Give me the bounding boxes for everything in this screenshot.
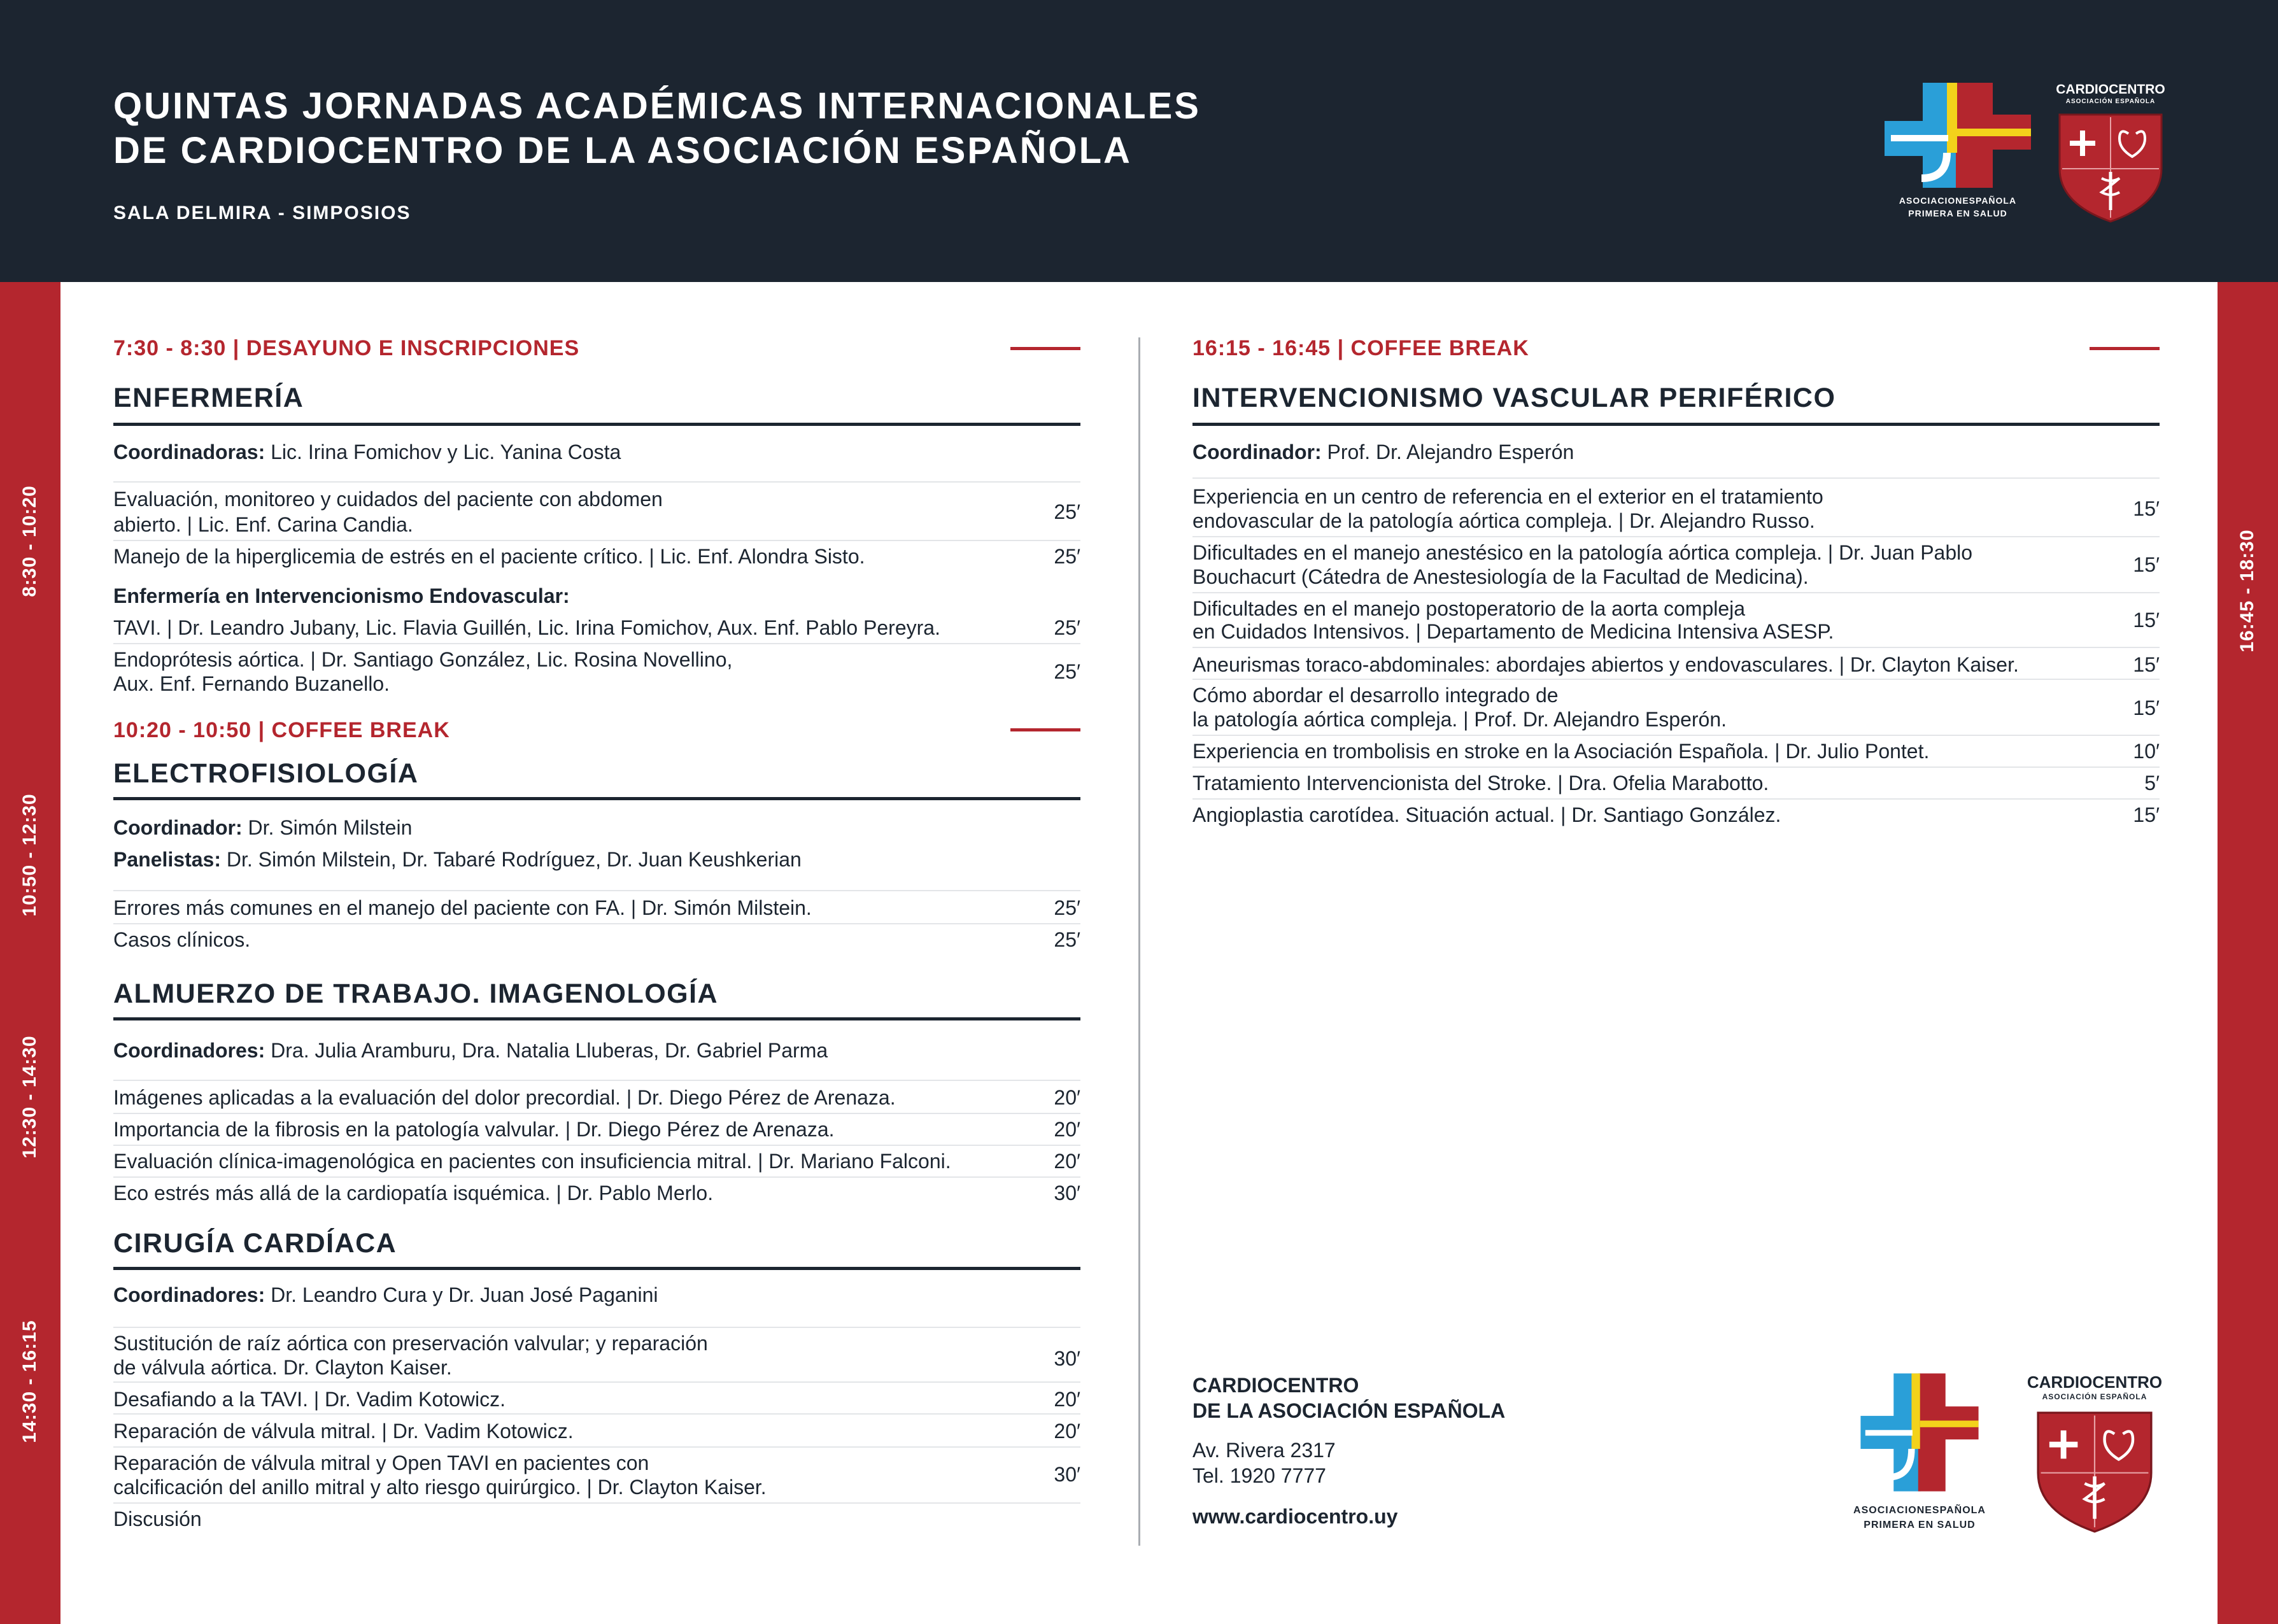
panelists-label: Panelistas: <box>113 848 221 871</box>
agenda-item <box>1192 802 2160 828</box>
coordinators-imagen <box>113 1040 828 1061</box>
agenda-item <box>113 927 1080 952</box>
session-time-breakfast: 7:30 - 8:30 | DESAYUNO E INSCRIPCIONES <box>113 336 580 360</box>
agenda-item-duration: 25′ <box>1054 660 1080 683</box>
asociacion-espanola-cross-icon <box>1872 76 2044 197</box>
agenda-item-duration: 25′ <box>1054 616 1080 639</box>
section-rule <box>113 423 1080 426</box>
agenda-item-duration: 5′ <box>2144 772 2160 794</box>
agenda-item <box>1192 738 2160 764</box>
agenda-item-text: Cómo abordar el desarrollo integrado de <box>1192 684 1559 707</box>
row-divider <box>113 1446 1080 1448</box>
footer-ae-logo-line1: ASOCIACIONESPAÑOLA <box>1853 1505 1986 1516</box>
coordinators-value: Dr. Leandro Cura y Dr. Juan José Paganini <box>265 1283 658 1306</box>
side-time-3: 12:30 - 14:30 <box>19 1035 40 1159</box>
section-title-cirugia: CIRUGÍA CARDÍACA <box>113 1228 397 1259</box>
agenda-item-text: calcificación del anillo mitral y alto riesgo quirúrgico. | Dr. Clayton Kaiser. <box>113 1476 767 1499</box>
agenda-item-duration: 15′ <box>2133 803 2160 826</box>
row-divider <box>113 481 1080 483</box>
footer-ae-logo-line2: PRIMERA EN SALUD <box>1864 1520 1976 1530</box>
coordinators-cirugia <box>113 1285 658 1305</box>
agenda-item-duration: 25′ <box>1054 928 1080 951</box>
section-title-imagenologia: ALMUERZO DE TRABAJO. IMAGENOLOGÍA <box>113 978 719 1009</box>
agenda-item-text: Discusión <box>113 1507 202 1530</box>
agenda-item <box>113 615 1080 640</box>
agenda-item-duration: 20′ <box>1054 1086 1080 1109</box>
session-rule <box>1010 728 1080 731</box>
agenda-item-text: Experiencia en trombolisis en stroke en la Asociación Española. | Dr. Julio Pontet. <box>1192 740 1930 763</box>
footer-cc-logo-sub: ASOCIACIÓN ESPAÑOLA <box>2042 1392 2147 1401</box>
agenda-item-duration: 20′ <box>1054 1388 1080 1411</box>
event-title-line2: DE CARDIOCENTRO DE LA ASOCIACIÓN ESPAÑOLA <box>113 130 1132 171</box>
event-title-line1: QUINTAS JORNADAS ACADÉMICAS INTERNACIONALES <box>113 85 1201 127</box>
agenda-item-text: Tratamiento Intervencionista del Stroke. | Dra. Ofelia Marabotto. <box>1192 772 1769 794</box>
session-rule <box>2090 347 2160 350</box>
coordinators-value: Dra. Julia Aramburu, Dra. Natalia Lluberas, Dr. Gabriel Parma <box>265 1039 828 1062</box>
agenda-item-text: Aneurismas toraco-abdominales: abordajes abiertos y endovasculares. | Dr. Clayton Kaiser. <box>1192 653 2019 676</box>
agenda-item-text: TAVI. | Dr. Leandro Jubany, Lic. Flavia Guillén, Lic. Irina Fomichov, Aux. Enf. Pablo Pereyra. <box>113 616 940 639</box>
agenda-item-text: abierto. | Lic. Enf. Carina Candia. <box>113 513 413 536</box>
section-title-enfermeria: ENFERMERÍA <box>113 383 304 413</box>
agenda-item-duration: 15′ <box>2133 497 2160 520</box>
agenda-item-duration-row <box>113 1462 1080 1487</box>
agenda-item <box>113 1180 1080 1206</box>
agenda-item-duration: 25′ <box>1054 545 1080 568</box>
left-time-band <box>0 282 60 1624</box>
agenda-item <box>113 1085 1080 1110</box>
cardiocentro-shield-icon <box>2053 108 2168 223</box>
agenda-item <box>113 895 1080 921</box>
footer-website-link[interactable]: www.cardiocentro.uy <box>1192 1505 1398 1528</box>
panelists-value: Dr. Simón Milstein, Dr. Tabaré Rodríguez, Dr. Juan Keushkerian <box>220 848 802 871</box>
section-title-vascular: INTERVENCIONISMO VASCULAR PERIFÉRICO <box>1192 383 1836 413</box>
agenda-item-text: Manejo de la hiperglicemia de estrés en el paciente crítico. | Lic. Enf. Alondra Sisto. <box>113 545 865 568</box>
coordinators-label: Coordinadores: <box>113 1039 265 1062</box>
row-divider <box>113 1080 1080 1081</box>
row-divider <box>1192 735 2160 736</box>
agenda-item-text: Bouchacurt (Cátedra de Anestesiología de la Facultad de Medicina). <box>1192 565 1809 588</box>
row-divider <box>113 1327 1080 1328</box>
side-time-4: 14:30 - 16:15 <box>19 1320 40 1443</box>
agenda-item <box>113 1148 1080 1174</box>
row-divider <box>113 1145 1080 1146</box>
agenda-item-text: Imágenes aplicadas a la evaluación del dolor precordial. | Dr. Diego Pérez de Arenaza. <box>113 1086 896 1109</box>
asociacion-espanola-logo <box>1872 76 2044 229</box>
agenda-item <box>113 1418 1080 1444</box>
cardiocentro-shield-icon <box>2031 1406 2158 1533</box>
agenda-item-duration-row <box>113 1346 1080 1371</box>
agenda-item-duration-row <box>113 659 1080 684</box>
row-divider <box>113 1413 1080 1415</box>
coordinators-label: Coordinadoras: <box>113 441 265 463</box>
row-divider <box>113 1176 1080 1178</box>
row-divider <box>1192 536 2160 537</box>
section-title-electrofisiologia: ELECTROFISIOLOGÍA <box>113 758 419 789</box>
row-divider <box>1192 647 2160 648</box>
row-divider <box>113 540 1080 541</box>
agenda-item-duration: 20′ <box>1054 1118 1080 1141</box>
agenda-item-text: Eco estrés más allá de la cardiopatía isquémica. | Dr. Pablo Merlo. <box>113 1182 714 1204</box>
row-divider <box>1192 477 2160 479</box>
agenda-item-duration: 30′ <box>1054 1463 1080 1486</box>
agenda-item-duration: 15′ <box>2133 553 2160 576</box>
agenda-item-text: Evaluación clínica-imagenológica en pacientes con insuficiencia mitral. | Dr. Mariano Falconi. <box>113 1150 951 1173</box>
agenda-item <box>113 1387 1080 1412</box>
section-rule <box>113 797 1080 800</box>
row-divider <box>1192 592 2160 593</box>
right-time-band <box>2218 282 2278 1624</box>
agenda-item-text: Endoprótesis aórtica. | Dr. Santiago González, Lic. Rosina Novellino, <box>113 648 733 671</box>
agenda-item-duration: 20′ <box>1054 1150 1080 1173</box>
ae-logo-line1: ASOCIACIONESPAÑOLA <box>1899 195 2017 206</box>
coordinators-label: Coordinadores: <box>113 1283 265 1306</box>
agenda-item-text: Experiencia en un centro de referencia en el exterior en el tratamiento <box>1192 485 1823 508</box>
session-time-coffee-2: 16:15 - 16:45 | COFFEE BREAK <box>1192 336 1529 360</box>
row-divider <box>1192 679 2160 680</box>
agenda-item-text: Sustitución de raíz aórtica con preservación valvular; y reparación <box>113 1332 708 1355</box>
row-divider <box>113 1502 1080 1504</box>
coordinators-label: Coordinador: <box>113 816 243 839</box>
coordinators-enfermeria <box>113 442 621 462</box>
agenda-item-text: Evaluación, monitoreo y cuidados del paciente con abdomen <box>113 488 663 511</box>
coordinators-electro <box>113 817 412 838</box>
row-divider <box>113 890 1080 891</box>
footer-cc-logo-title: CARDIOCENTRO <box>2027 1373 2163 1392</box>
row-divider <box>1192 766 2160 768</box>
column-divider <box>1138 337 1140 1546</box>
agenda-item-duration: 10′ <box>2133 740 2160 763</box>
header-banner <box>0 0 2278 282</box>
coordinators-value: Dr. Simón Milstein <box>242 816 413 839</box>
side-time-5: 16:45 - 18:30 <box>2237 529 2258 653</box>
agenda-item <box>113 544 1080 569</box>
agenda-item-duration: 20′ <box>1054 1420 1080 1443</box>
cc-logo-title: CARDIOCENTRO <box>2056 82 2165 97</box>
agenda-item-text: Aux. Enf. Fernando Buzanello. <box>113 672 390 695</box>
agenda-item-duration: 15′ <box>2133 653 2160 676</box>
section-rule <box>113 1267 1080 1270</box>
panelists-electro <box>113 849 802 870</box>
agenda-item-text: Reparación de válvula mitral. | Dr. Vadim Kotowicz. <box>113 1420 574 1443</box>
agenda-item-duration: 25′ <box>1054 896 1080 919</box>
agenda-item-text: Reparación de válvula mitral y Open TAVI en pacientes con <box>113 1451 649 1474</box>
agenda-item-duration: 25′ <box>1054 500 1080 523</box>
agenda-item <box>113 1506 1080 1532</box>
agenda-item-duration: 30′ <box>1054 1182 1080 1204</box>
agenda-item-duration-row <box>1192 496 2160 521</box>
footer-address: Av. Rivera 2317 <box>1192 1439 1336 1462</box>
cc-logo-sub: ASOCIACIÓN ESPAÑOLA <box>2065 98 2156 105</box>
agenda-item-text: endovascular de la patología aórtica compleja. | Dr. Alejandro Russo. <box>1192 509 1815 532</box>
row-divider <box>1192 798 2160 800</box>
footer-asociacion-espanola-logo <box>1824 1369 2015 1534</box>
agenda-item-duration: 15′ <box>2133 696 2160 719</box>
row-divider <box>113 923 1080 924</box>
row-divider <box>113 643 1080 644</box>
room-label: SALA DELMIRA - SIMPOSIOS <box>113 202 411 223</box>
agenda-item-duration: 30′ <box>1054 1347 1080 1370</box>
side-time-1: 8:30 - 10:20 <box>19 485 40 597</box>
side-time-2: 10:50 - 12:30 <box>19 793 40 917</box>
ae-logo-line2: PRIMERA EN SALUD <box>1908 208 2007 218</box>
agenda-item-text: Importancia de la fibrosis en la patología valvular. | Dr. Diego Pérez de Arenaza. <box>113 1118 835 1141</box>
footer-cardiocentro-logo <box>2012 1369 2177 1534</box>
agenda-item-duration-row <box>1192 607 2160 633</box>
agenda-item-text: en Cuidados Intensivos. | Departamento de Medicina Intensiva ASESP. <box>1192 620 1834 643</box>
agenda-item <box>1192 770 2160 796</box>
asociacion-espanola-cross-icon <box>1856 1369 1983 1496</box>
agenda-item-duration: 15′ <box>2133 609 2160 632</box>
agenda-item-text: de válvula aórtica. Dr. Clayton Kaiser. <box>113 1356 452 1379</box>
session-rule <box>1010 347 1080 350</box>
agenda-item-text: Errores más comunes en el manejo del paciente con FA. | Dr. Simón Milstein. <box>113 896 812 919</box>
cardiocentro-logo <box>2037 76 2184 229</box>
coordinators-value: Prof. Dr. Alejandro Esperón <box>1321 441 1574 463</box>
section-rule <box>113 1017 1080 1020</box>
agenda-item-text: Dificultades en el manejo anestésico en la patología aórtica compleja. | Dr. Juan Pablo <box>1192 541 1973 564</box>
coordinators-value: Lic. Irina Fomichov y Lic. Yanina Costa <box>265 441 621 463</box>
agenda-item <box>113 1117 1080 1142</box>
footer-org-line2: DE LA ASOCIACIÓN ESPAÑOLA <box>1192 1399 1506 1422</box>
coordinators-vascular <box>1192 442 1574 462</box>
agenda-item-text: Angioplastia carotídea. Situación actual. | Dr. Santiago González. <box>1192 803 1781 826</box>
footer-phone: Tel. 1920 7777 <box>1192 1464 1326 1487</box>
agenda-item-duration-row <box>113 499 1080 525</box>
agenda-item-text: Casos clínicos. <box>113 928 251 951</box>
agenda-item-duration-row <box>1192 695 2160 721</box>
section-rule <box>1192 423 2160 426</box>
footer-org-line1: CARDIOCENTRO <box>1192 1374 1359 1397</box>
agenda-item <box>1192 652 2160 677</box>
coordinators-label: Coordinador: <box>1192 441 1322 463</box>
agenda-item-duration-row <box>1192 552 2160 577</box>
agenda-item-text: Desafiando a la TAVI. | Dr. Vadim Kotowicz. <box>113 1388 506 1411</box>
row-divider <box>113 1113 1080 1114</box>
subheading-endovascular: Enfermería en Intervencionismo Endovascular: <box>113 584 570 607</box>
agenda-item-text: la patología aórtica compleja. | Prof. Dr. Alejandro Esperón. <box>1192 708 1727 731</box>
row-divider <box>113 1381 1080 1383</box>
session-time-coffee-1: 10:20 - 10:50 | COFFEE BREAK <box>113 718 450 742</box>
agenda-item-text: Dificultades en el manejo postoperatorio de la aorta compleja <box>1192 597 1746 620</box>
